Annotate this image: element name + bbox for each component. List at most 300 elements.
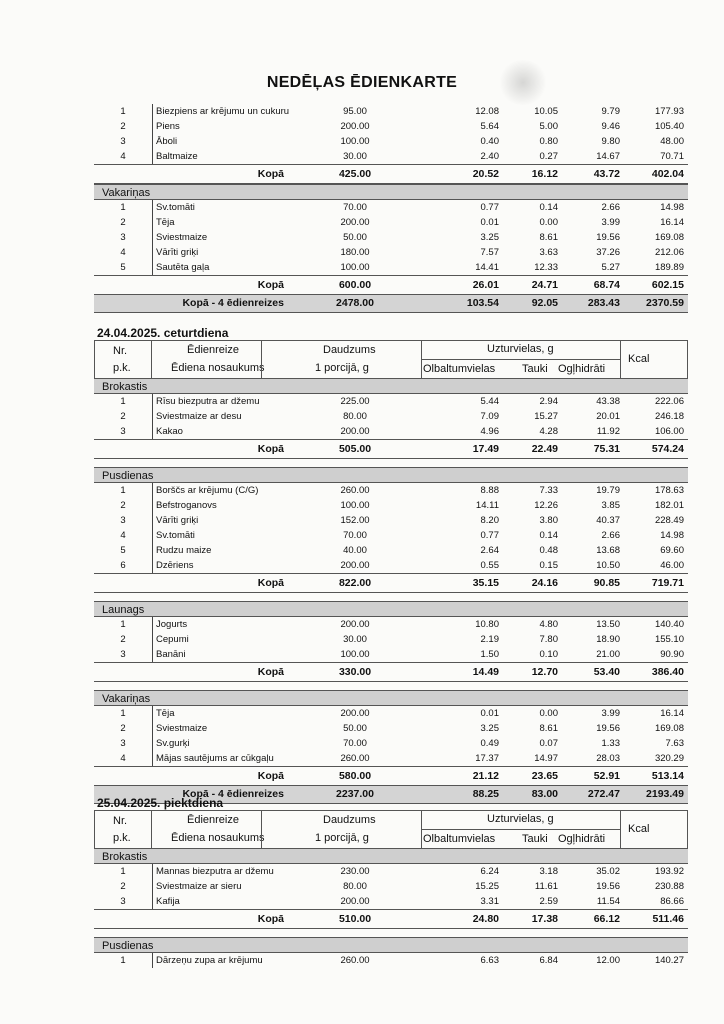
day-grand-total-row <box>94 295 688 313</box>
header-portion: 1 porcijā, g <box>315 362 369 374</box>
fat-value: 7.33 <box>539 485 558 496</box>
header-nutrients: Uzturvielas, g <box>487 813 554 825</box>
dish-name: Banāni <box>152 647 186 662</box>
carbs-value: 66.12 <box>593 913 620 925</box>
dish-name: Dārzeņu zupa ar krējumu <box>152 953 263 968</box>
carbs-value: 9.80 <box>601 136 620 147</box>
fat-value: 15.27 <box>534 411 558 422</box>
item-number: 4 <box>120 753 126 764</box>
carbs-value: 40.37 <box>596 515 620 526</box>
amount-value: 260.00 <box>340 753 370 764</box>
amount-value: 70.00 <box>343 530 367 541</box>
carbs-value: 3.99 <box>601 708 620 719</box>
kcal-value: 2370.59 <box>646 297 684 309</box>
table-row <box>94 215 688 230</box>
fat-value: 17.38 <box>531 913 558 925</box>
protein-value: 1.50 <box>480 649 499 660</box>
table-row <box>94 498 688 513</box>
protein-value: 2.40 <box>480 151 499 162</box>
kcal-value: 155.10 <box>654 634 684 645</box>
item-number: 2 <box>120 411 126 422</box>
table-row <box>94 424 688 439</box>
kcal-value: 69.60 <box>660 545 684 556</box>
protein-value: 14.49 <box>472 666 499 678</box>
amount-value: 505.00 <box>338 443 372 455</box>
fat-value: 0.14 <box>539 530 558 541</box>
fat-value: 3.63 <box>539 247 558 258</box>
header-fat: Tauki <box>522 363 548 375</box>
dish-name: Cepumi <box>152 632 189 647</box>
kcal-value: 140.27 <box>654 955 684 966</box>
dish-name: Kakao <box>152 424 183 439</box>
item-number: 2 <box>120 121 126 132</box>
column-divider <box>151 341 152 378</box>
dish-name: Tēja <box>152 706 174 721</box>
meal-section-header: Launags <box>94 601 688 617</box>
protein-value: 88.25 <box>472 788 499 800</box>
fat-value: 2.94 <box>539 396 558 407</box>
table-row <box>94 134 688 149</box>
amount-value: 70.00 <box>343 738 367 749</box>
protein-value: 21.12 <box>472 770 499 782</box>
meal-total-row <box>94 662 688 682</box>
meal-section-header: Pusdienas <box>94 467 688 483</box>
header-subdivider <box>421 829 620 830</box>
protein-value: 20.52 <box>472 168 499 180</box>
table-row <box>94 245 688 260</box>
carbs-value: 19.56 <box>596 881 620 892</box>
dish-name: Sv.tomāti <box>152 200 195 215</box>
protein-value: 4.96 <box>480 426 499 437</box>
protein-value: 5.64 <box>480 121 499 132</box>
kcal-value: 14.98 <box>660 530 684 541</box>
amount-value: 40.00 <box>343 545 367 556</box>
carbs-value: 11.92 <box>596 426 620 437</box>
header-meal: Ēdienreize <box>187 344 239 356</box>
fat-value: 0.00 <box>539 217 558 228</box>
protein-value: 17.37 <box>475 753 499 764</box>
total-label: Kopā <box>257 913 284 925</box>
protein-value: 0.77 <box>480 530 499 541</box>
total-label: Kopā <box>257 279 284 291</box>
kcal-value: 511.46 <box>652 913 684 925</box>
amount-value: 200.00 <box>340 426 370 437</box>
kcal-value: 106.00 <box>654 426 684 437</box>
amount-value: 425.00 <box>338 168 372 180</box>
fat-value: 0.10 <box>539 649 558 660</box>
dish-name: Dzēriens <box>152 558 194 573</box>
table-row <box>94 894 688 909</box>
table-row <box>94 736 688 751</box>
header-kcal: Kcal <box>628 353 650 365</box>
section-gap <box>94 929 688 937</box>
amount-value: 30.00 <box>343 634 367 645</box>
table-row <box>94 953 688 968</box>
amount-value: 95.00 <box>343 106 367 117</box>
meal-total-row <box>94 909 688 929</box>
menu-table-day-2 <box>94 810 688 968</box>
item-number: 3 <box>120 896 126 907</box>
dish-name: Piens <box>152 119 180 134</box>
dish-name: Biezpiens ar krējumu un cukuru <box>152 104 289 119</box>
meal-section-header: Vakariņas <box>94 184 688 200</box>
table-row <box>94 528 688 543</box>
carbs-value: 43.72 <box>593 168 620 180</box>
item-number: 1 <box>120 485 126 496</box>
kcal-value: 222.06 <box>654 396 684 407</box>
protein-value: 14.11 <box>475 500 499 511</box>
table-row <box>94 721 688 736</box>
dish-name: Baltmaize <box>152 149 198 164</box>
kcal-value: 14.98 <box>660 202 684 213</box>
menu-table-previous-day <box>94 104 688 313</box>
carbs-value: 9.79 <box>601 106 620 117</box>
amount-value: 200.00 <box>340 708 370 719</box>
carbs-value: 2.66 <box>601 202 620 213</box>
carbs-value: 3.99 <box>601 217 620 228</box>
carbs-value: 53.40 <box>593 666 620 678</box>
fat-value: 6.84 <box>539 955 558 966</box>
table-row <box>94 879 688 894</box>
table-row <box>94 513 688 528</box>
fat-value: 0.14 <box>539 202 558 213</box>
item-number: 3 <box>120 649 126 660</box>
item-number: 2 <box>120 500 126 511</box>
table-header <box>94 810 688 848</box>
header-dish: Ēdiena nosaukums <box>171 362 265 374</box>
protein-value: 17.49 <box>472 443 499 455</box>
carbs-value: 12.00 <box>596 955 620 966</box>
item-number: 1 <box>120 106 126 117</box>
fat-value: 4.80 <box>539 619 558 630</box>
table-row <box>94 149 688 164</box>
header-nr: Nr. <box>113 815 128 827</box>
item-number: 6 <box>120 560 126 571</box>
carbs-value: 2.66 <box>601 530 620 541</box>
fat-value: 22.49 <box>531 443 558 455</box>
amount-value: 152.00 <box>340 515 370 526</box>
kcal-value: 228.49 <box>654 515 684 526</box>
amount-value: 260.00 <box>340 955 370 966</box>
section-gap <box>94 593 688 601</box>
carbs-value: 19.56 <box>596 232 620 243</box>
header-nr: Nr. <box>113 345 128 357</box>
dish-name: Rīsu biezputra ar džemu <box>152 394 260 409</box>
protein-value: 0.77 <box>480 202 499 213</box>
carbs-value: 28.03 <box>596 753 620 764</box>
protein-value: 3.25 <box>480 232 499 243</box>
amount-value: 2237.00 <box>336 788 374 800</box>
carbs-value: 272.47 <box>587 788 620 800</box>
carbs-value: 68.74 <box>593 279 620 291</box>
section-gap <box>94 459 688 467</box>
protein-value: 2.19 <box>480 634 499 645</box>
protein-value: 0.49 <box>480 738 499 749</box>
item-number: 1 <box>120 619 126 630</box>
protein-value: 0.01 <box>480 217 499 228</box>
protein-value: 0.55 <box>480 560 499 571</box>
table-row <box>94 543 688 558</box>
table-row <box>94 647 688 662</box>
header-amount: Daudzums <box>323 344 376 356</box>
fat-value: 16.12 <box>531 168 558 180</box>
dish-name: Sviestmaize ar sieru <box>152 879 242 894</box>
table-row <box>94 409 688 424</box>
kcal-value: 574.24 <box>651 443 684 455</box>
header-pk: p.k. <box>113 362 131 374</box>
item-number: 2 <box>120 881 126 892</box>
item-number: 3 <box>120 136 126 147</box>
item-number: 3 <box>120 738 126 749</box>
meal-total-row <box>94 275 688 295</box>
dish-name: Vārīti griķi <box>152 513 198 528</box>
carbs-value: 19.56 <box>596 723 620 734</box>
amount-value: 100.00 <box>340 136 370 147</box>
table-row <box>94 864 688 879</box>
fat-value: 0.48 <box>539 545 558 556</box>
fat-value: 8.61 <box>539 232 558 243</box>
carbs-value: 9.46 <box>601 121 620 132</box>
amount-value: 600.00 <box>338 279 372 291</box>
table-row <box>94 706 688 721</box>
kcal-value: 16.14 <box>660 217 684 228</box>
meal-total-row <box>94 766 688 786</box>
kcal-value: 602.15 <box>651 279 684 291</box>
header-meal: Ēdienreize <box>187 814 239 826</box>
kcal-value: 719.71 <box>651 577 684 589</box>
kcal-value: 2193.49 <box>646 788 684 800</box>
kcal-value: 177.93 <box>654 106 684 117</box>
kcal-value: 169.08 <box>654 723 684 734</box>
item-number: 1 <box>120 202 126 213</box>
item-number: 5 <box>120 262 126 273</box>
item-number: 1 <box>120 866 126 877</box>
header-fat: Tauki <box>522 833 548 845</box>
total-label: Kopā <box>257 443 284 455</box>
dish-name: Kafija <box>152 894 180 909</box>
amount-value: 30.00 <box>343 151 367 162</box>
carbs-value: 5.27 <box>601 262 620 273</box>
item-number: 1 <box>120 396 126 407</box>
kcal-value: 16.14 <box>660 708 684 719</box>
table-row <box>94 104 688 119</box>
meal-section-header: Brokastis <box>94 848 688 864</box>
fat-value: 12.70 <box>531 666 558 678</box>
protein-value: 26.01 <box>472 279 499 291</box>
amount-value: 330.00 <box>338 666 372 678</box>
amount-value: 180.00 <box>340 247 370 258</box>
header-nutrients: Uzturvielas, g <box>487 343 554 355</box>
amount-value: 510.00 <box>338 913 372 925</box>
total-label: Kopā <box>257 577 284 589</box>
kcal-value: 90.90 <box>660 649 684 660</box>
kcal-value: 140.40 <box>654 619 684 630</box>
carbs-value: 18.90 <box>596 634 620 645</box>
protein-value: 7.57 <box>480 247 499 258</box>
fat-value: 3.80 <box>539 515 558 526</box>
protein-value: 7.09 <box>480 411 499 422</box>
table-row <box>94 119 688 134</box>
item-number: 1 <box>120 955 126 966</box>
column-divider <box>620 341 621 378</box>
fat-value: 24.71 <box>531 279 558 291</box>
carbs-value: 10.50 <box>596 560 620 571</box>
protein-value: 3.31 <box>480 896 499 907</box>
table-row <box>94 260 688 275</box>
protein-value: 5.44 <box>480 396 499 407</box>
dish-name: Sautēta gaļa <box>152 260 209 275</box>
column-divider <box>261 341 262 378</box>
dish-name: Tēja <box>152 215 174 230</box>
header-portion: 1 porcijā, g <box>315 832 369 844</box>
table-header <box>94 340 688 378</box>
menu-table-day-1 <box>94 340 688 804</box>
total-label: Kopā <box>257 770 284 782</box>
fat-value: 10.05 <box>534 106 558 117</box>
amount-value: 200.00 <box>340 619 370 630</box>
protein-value: 8.88 <box>480 485 499 496</box>
fat-value: 24.16 <box>531 577 558 589</box>
carbs-value: 1.33 <box>601 738 620 749</box>
carbs-value: 19.79 <box>596 485 620 496</box>
amount-value: 80.00 <box>343 881 367 892</box>
table-row <box>94 483 688 498</box>
protein-value: 35.15 <box>472 577 499 589</box>
total-label: Kopā <box>257 168 284 180</box>
protein-value: 14.41 <box>475 262 499 273</box>
fat-value: 0.80 <box>539 136 558 147</box>
amount-value: 200.00 <box>340 896 370 907</box>
fat-value: 23.65 <box>531 770 558 782</box>
meal-total-row <box>94 439 688 459</box>
kcal-value: 182.01 <box>654 500 684 511</box>
dish-name: Sviestmaize <box>152 721 207 736</box>
protein-value: 2.64 <box>480 545 499 556</box>
kcal-value: 86.66 <box>660 896 684 907</box>
carbs-value: 20.01 <box>596 411 620 422</box>
item-number: 2 <box>120 217 126 228</box>
carbs-value: 75.31 <box>593 443 620 455</box>
item-number: 3 <box>120 515 126 526</box>
fat-value: 5.00 <box>539 121 558 132</box>
amount-value: 70.00 <box>343 202 367 213</box>
fat-value: 8.61 <box>539 723 558 734</box>
protein-value: 15.25 <box>475 881 499 892</box>
dish-name: Āboli <box>152 134 177 149</box>
kcal-value: 513.14 <box>651 770 684 782</box>
protein-value: 3.25 <box>480 723 499 734</box>
protein-value: 0.40 <box>480 136 499 147</box>
fat-value: 0.07 <box>539 738 558 749</box>
item-number: 5 <box>120 545 126 556</box>
carbs-value: 90.85 <box>593 577 620 589</box>
kcal-value: 193.92 <box>654 866 684 877</box>
amount-value: 822.00 <box>338 577 372 589</box>
meal-section-header: Brokastis <box>94 378 688 394</box>
dish-name: Borščs ar krējumu (C/G) <box>152 483 258 498</box>
kcal-value: 189.89 <box>654 262 684 273</box>
amount-value: 2478.00 <box>336 297 374 309</box>
item-number: 4 <box>120 151 126 162</box>
header-protein: Olbaltumvielas <box>423 833 496 845</box>
kcal-value: 320.29 <box>654 753 684 764</box>
meal-section-header: Vakariņas <box>94 690 688 706</box>
table-row <box>94 394 688 409</box>
table-row <box>94 632 688 647</box>
kcal-value: 169.08 <box>654 232 684 243</box>
header-carbs: Ogļhidrāti <box>558 363 606 375</box>
protein-value: 24.80 <box>472 913 499 925</box>
fat-value: 12.33 <box>534 262 558 273</box>
table-row <box>94 230 688 245</box>
kcal-value: 70.71 <box>660 151 684 162</box>
dish-name: Mājas sautējums ar cūkgaļu <box>152 751 274 766</box>
fat-value: 2.59 <box>539 896 558 907</box>
kcal-value: 46.00 <box>660 560 684 571</box>
carbs-value: 43.38 <box>596 396 620 407</box>
fat-value: 3.18 <box>539 866 558 877</box>
protein-value: 12.08 <box>475 106 499 117</box>
table-row <box>94 751 688 766</box>
kcal-value: 212.06 <box>654 247 684 258</box>
fat-value: 0.15 <box>539 560 558 571</box>
item-number: 2 <box>120 723 126 734</box>
carbs-value: 37.26 <box>596 247 620 258</box>
header-protein: Olbaltumvielas <box>423 363 496 375</box>
amount-value: 225.00 <box>340 396 370 407</box>
amount-value: 200.00 <box>340 217 370 228</box>
dish-name: Sviestmaize <box>152 230 207 245</box>
item-number: 4 <box>120 530 126 541</box>
amount-value: 50.00 <box>343 723 367 734</box>
kcal-value: 48.00 <box>660 136 684 147</box>
dish-name: Mannas biezputra ar džemu <box>152 864 274 879</box>
carbs-value: 11.54 <box>596 896 620 907</box>
carbs-value: 35.02 <box>596 866 620 877</box>
header-kcal: Kcal <box>628 823 650 835</box>
protein-value: 103.54 <box>466 297 499 309</box>
dish-name: Befstroganovs <box>152 498 217 513</box>
total-label: Kopā - 4 ēdienreizes <box>182 297 284 309</box>
fat-value: 14.97 <box>534 753 558 764</box>
carbs-value: 21.00 <box>596 649 620 660</box>
dish-name: Jogurts <box>152 617 187 632</box>
day-date-heading: 24.04.2025. ceturtdiena <box>97 326 229 340</box>
amount-value: 100.00 <box>340 262 370 273</box>
protein-value: 6.63 <box>480 955 499 966</box>
kcal-value: 386.40 <box>651 666 684 678</box>
fat-value: 0.27 <box>539 151 558 162</box>
header-pk: p.k. <box>113 832 131 844</box>
carbs-value: 14.67 <box>596 151 620 162</box>
carbs-value: 283.43 <box>587 297 620 309</box>
carbs-value: 13.50 <box>596 619 620 630</box>
dish-name: Sv.gurķi <box>152 736 190 751</box>
total-label: Kopā - 4 ēdienreizes <box>182 788 284 800</box>
kcal-value: 178.63 <box>654 485 684 496</box>
column-divider <box>151 811 152 848</box>
meal-total-row <box>94 573 688 593</box>
amount-value: 260.00 <box>340 485 370 496</box>
fat-value: 11.61 <box>534 881 558 892</box>
section-gap <box>94 682 688 690</box>
amount-value: 100.00 <box>340 500 370 511</box>
fat-value: 4.28 <box>539 426 558 437</box>
meal-total-row <box>94 164 688 184</box>
kcal-value: 230.88 <box>654 881 684 892</box>
amount-value: 50.00 <box>343 232 367 243</box>
amount-value: 200.00 <box>340 121 370 132</box>
